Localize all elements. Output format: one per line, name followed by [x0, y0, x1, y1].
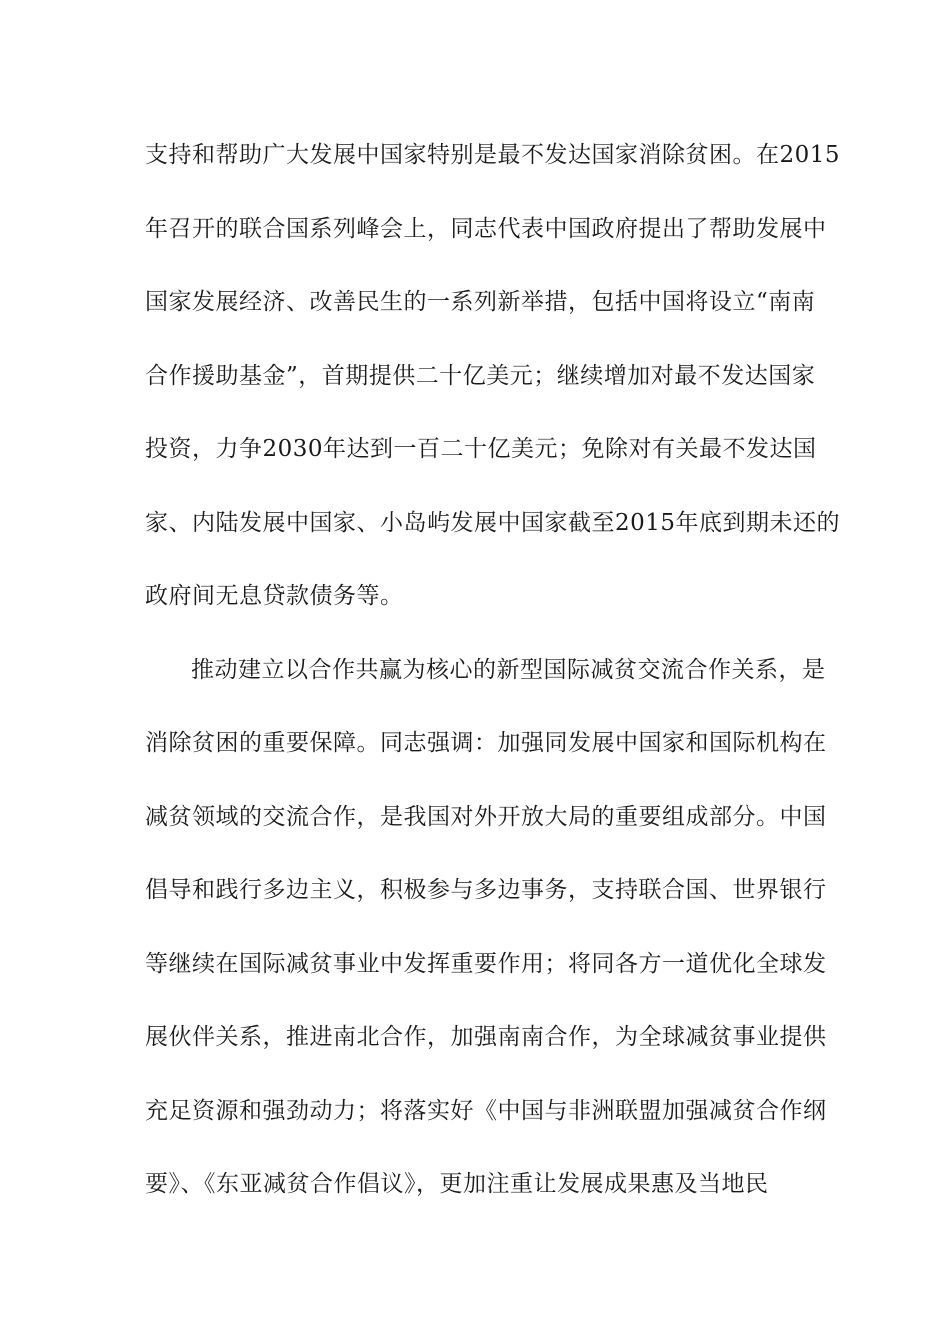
text-line: 展伙伴关系，推进南北合作，加强南南合作，为全球减贫事业提供: [145, 1024, 827, 1050]
text-line: 要》、《东亚减贫合作倡议》，更加注重让发展成果惠及当地民: [145, 1171, 769, 1197]
text-line: 等继续在国际减贫事业中发挥重要作用；将同各方一道优化全球发: [145, 950, 827, 977]
text-line: 合作援助基金”，首期提供二十亿美元；继续增加对最不发达国家: [145, 362, 816, 389]
text-line: 政府间无息贷款债务等。: [145, 583, 404, 609]
paragraph-cooperation: [145, 647, 827, 1208]
text-line: 推动建立以合作共赢为核心的新型国际减贫交流合作关系，是: [191, 656, 826, 683]
text-line: 家、内陆发展中国家、小岛屿发展中国家截至2015年底到期未还的: [145, 509, 841, 536]
text-line: 投资，力争2030年达到一百二十亿美元；免除对有关最不发达国: [145, 436, 817, 462]
text-line: 倡导和践行多边主义，积极参与多边事务，支持联合国、世界银行: [145, 877, 827, 903]
text-line: 减贫领域的交流合作，是我国对外开放大局的重要组成部分。中国: [145, 803, 827, 830]
text-line: 消除贫困的重要保障。同志强调：加强同发展中国家和国际机构在: [145, 730, 827, 756]
paragraph-continued: [145, 132, 841, 619]
text-line: 支持和帮助广大发展中国家特别是最不发达国家消除贫困。在2015: [145, 142, 841, 168]
text-line: 年召开的联合国系列峰会上，同志代表中国政府提出了帮助发展中: [145, 215, 827, 242]
text-line: 国家发展经济、改善民生的一系列新举措，包括中国将设立“南南: [145, 289, 816, 315]
document-body: [145, 132, 841, 1235]
text-line: 充足资源和强劲动力；将落实好《中国与非洲联盟加强减贫合作纲: [145, 1097, 827, 1124]
